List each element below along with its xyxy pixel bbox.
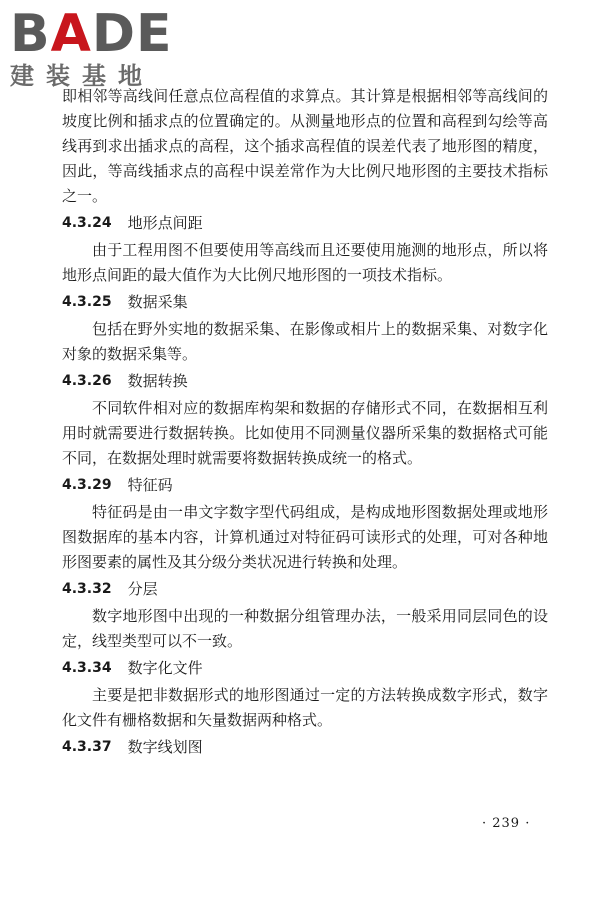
bade-logo [8, 6, 178, 92]
section-heading [62, 577, 548, 602]
section-body: 数字地形图中出现的一种数据分组管理办法，一般采用同层同色的设定，线型类型可以不一致。 [62, 607, 548, 650]
logo-wordmark [10, 6, 173, 62]
logo-subtitle: 建装基地 [10, 62, 154, 90]
section-title: 数字线划图 [127, 738, 203, 756]
section-title: 特征码 [127, 476, 173, 494]
intro-paragraph: 即相邻等高线间任意点位高程值的求算点。其计算是根据相邻等高线间的坡度比例和插求点的位置确定的。从测量地形点的位置和高程到勾绘等高线再到求出插求点的高程，这个插求高程值的误差代表了地形图的精度，因此，等高线插求点的高程中误差常作为大比例尺地形图的主要技术指标之一。 [62, 87, 548, 205]
section-body: 包括在野外实地的数据采集、在影像或相片上的数据采集、对数字化对象的数据采集等。 [62, 320, 548, 363]
section-number: 4.3.26 [62, 373, 112, 389]
logo-letter-a-accent: A [50, 4, 92, 64]
section-number: 4.3.37 [62, 739, 112, 755]
section-number: 4.3.24 [62, 215, 112, 231]
section-heading [62, 656, 548, 681]
section-heading [62, 290, 548, 315]
section-number: 4.3.29 [62, 477, 112, 493]
page-number: · 239 · [482, 816, 531, 831]
section-body: 特征码是由一串文字数字型代码组成，是构成地形图数据处理或地形图数据库的基本内容，计算机通过对特征码可读形式的处理，可对各种地形图要素的属性及其分级分类状况进行转换和处理。 [62, 503, 548, 571]
section-body: 主要是把非数据形式的地形图通过一定的方法转换成数字形式，数字化文件有栅格数据和矢量数据两种格式。 [62, 686, 548, 729]
section-body: 由于工程用图不但要使用等高线而且还要使用施测的地形点，所以将地形点间距的最大值作为大比例尺地形图的一项技术指标。 [62, 241, 548, 284]
logo-letter-b: B [10, 4, 51, 64]
section-number: 4.3.32 [62, 581, 112, 597]
document-body [62, 84, 548, 762]
section-title: 分层 [127, 580, 158, 598]
section-title: 地形点间距 [127, 214, 203, 232]
section-title: 数据转换 [127, 372, 188, 390]
section-title: 数据采集 [127, 293, 188, 311]
logo-letters-de: DE [91, 4, 173, 64]
section-heading [62, 473, 548, 498]
section-heading [62, 735, 548, 760]
section-body: 不同软件相对应的数据库构架和数据的存储形式不同，在数据相互利用时就需要进行数据转换。比如使用不同测量仪器所采集的数据格式可能不同，在数据处理时就需要将数据转换成统一的格式。 [62, 399, 548, 467]
section-title: 数字化文件 [127, 659, 203, 677]
section-number: 4.3.34 [62, 660, 112, 676]
section-heading [62, 369, 548, 394]
section-heading [62, 211, 548, 236]
section-number: 4.3.25 [62, 294, 112, 310]
